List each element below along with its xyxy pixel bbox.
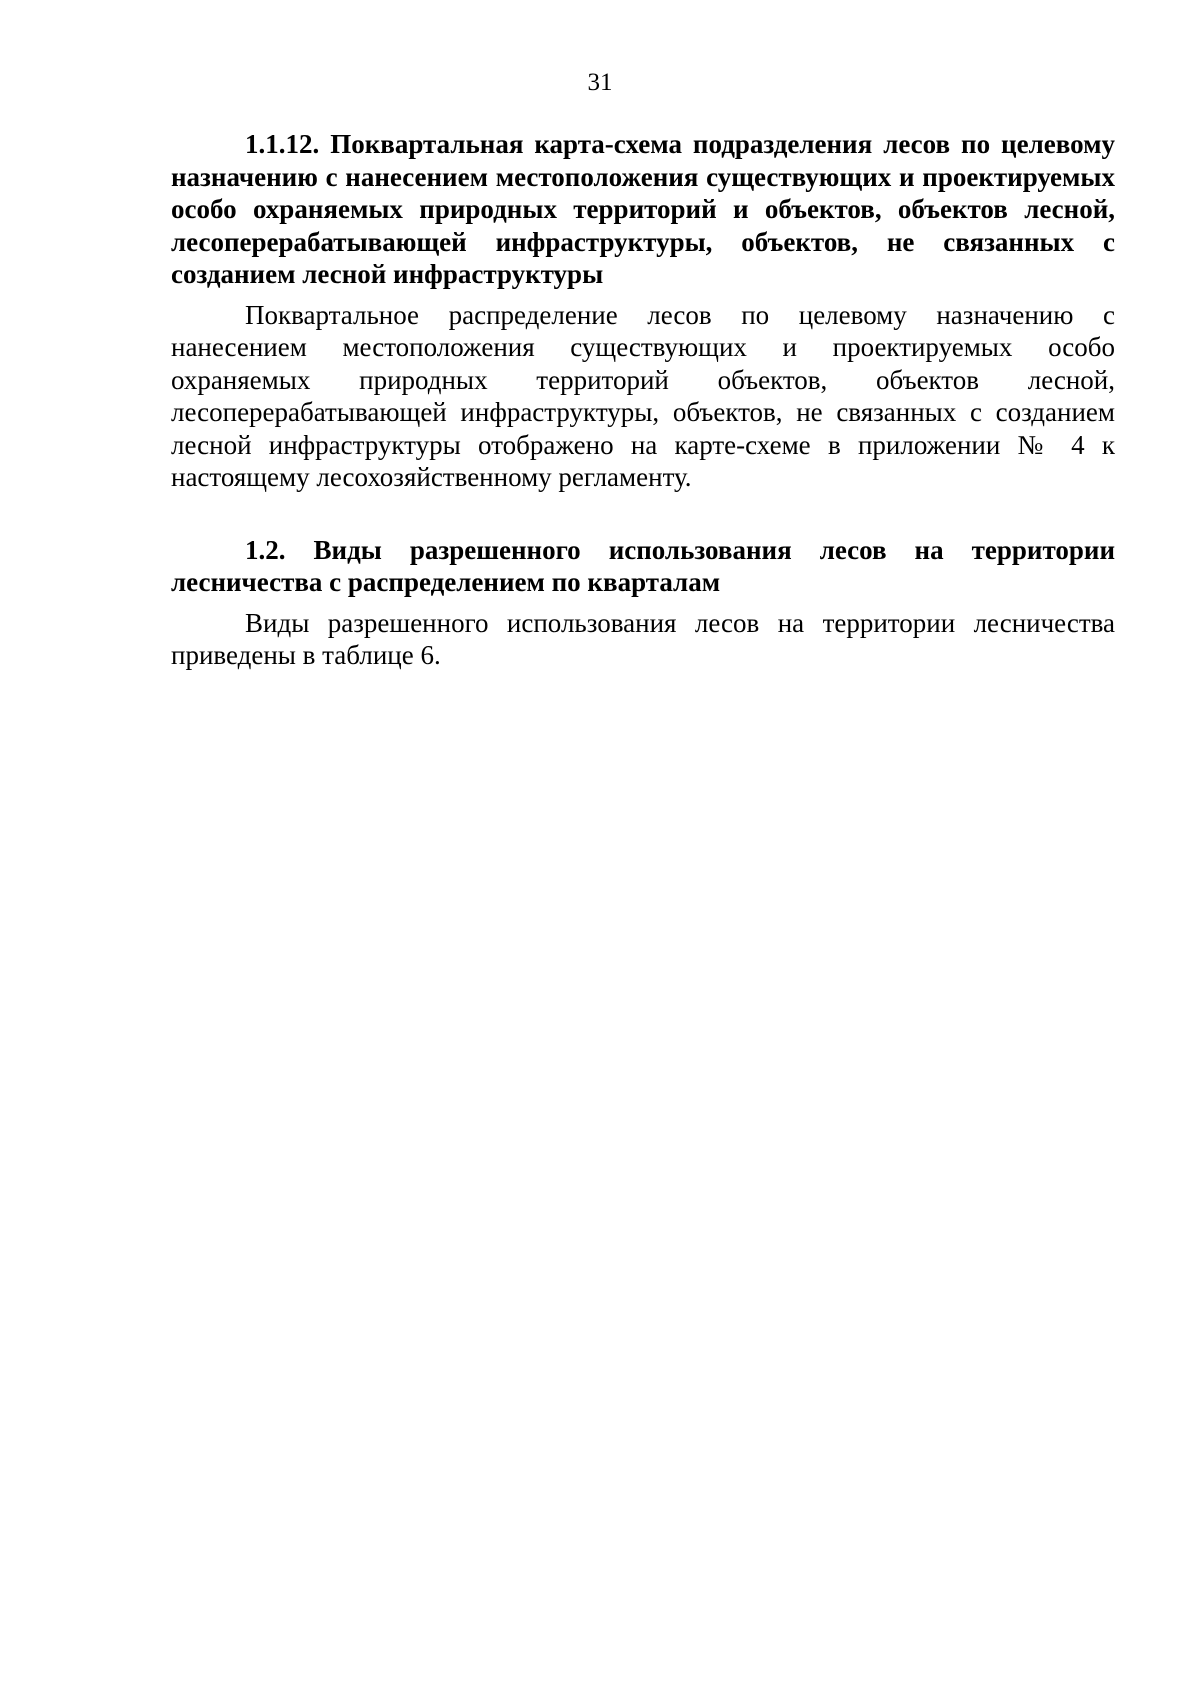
page-content: [171, 128, 1115, 672]
section-paragraph-1-2: Виды разрешенного использования лесов на территории лесничества приведены в таблице 6.: [171, 607, 1115, 670]
section-heading-1-1-12: 1.1.12. Поквартальная карта-схема подразделения лесов по целевому назначению с нанесением местоположения существующих и проектируемых особо охраняемых природных территорий и объектов, объектов лесной, лесоперерабатывающей инфраструктуры, объектов, не связанных с созданием лесной инфраструктуры: [171, 129, 1115, 289]
page-number: 31: [587, 69, 613, 96]
spacer: [171, 494, 1115, 534]
spacer: [171, 599, 1115, 607]
spacer: [171, 291, 1115, 299]
section-heading-1-2: 1.2. Виды разрешенного использования лесов на территории лесничества с распределением по кварталам: [171, 534, 1115, 597]
section-paragraph-1-1-12: Поквартальное распределение лесов по целевому назначению с нанесением местоположения существующих и проектируемых особо охраняемых природных территорий объектов, объектов лесной, лесоперерабатывающей инфраструктуры, объектов, не связанных с созданием лесной инфраструктуры отображено на карте-схеме в приложении № 4 к настоящему лесохозяйственному регламенту.: [171, 299, 1115, 492]
